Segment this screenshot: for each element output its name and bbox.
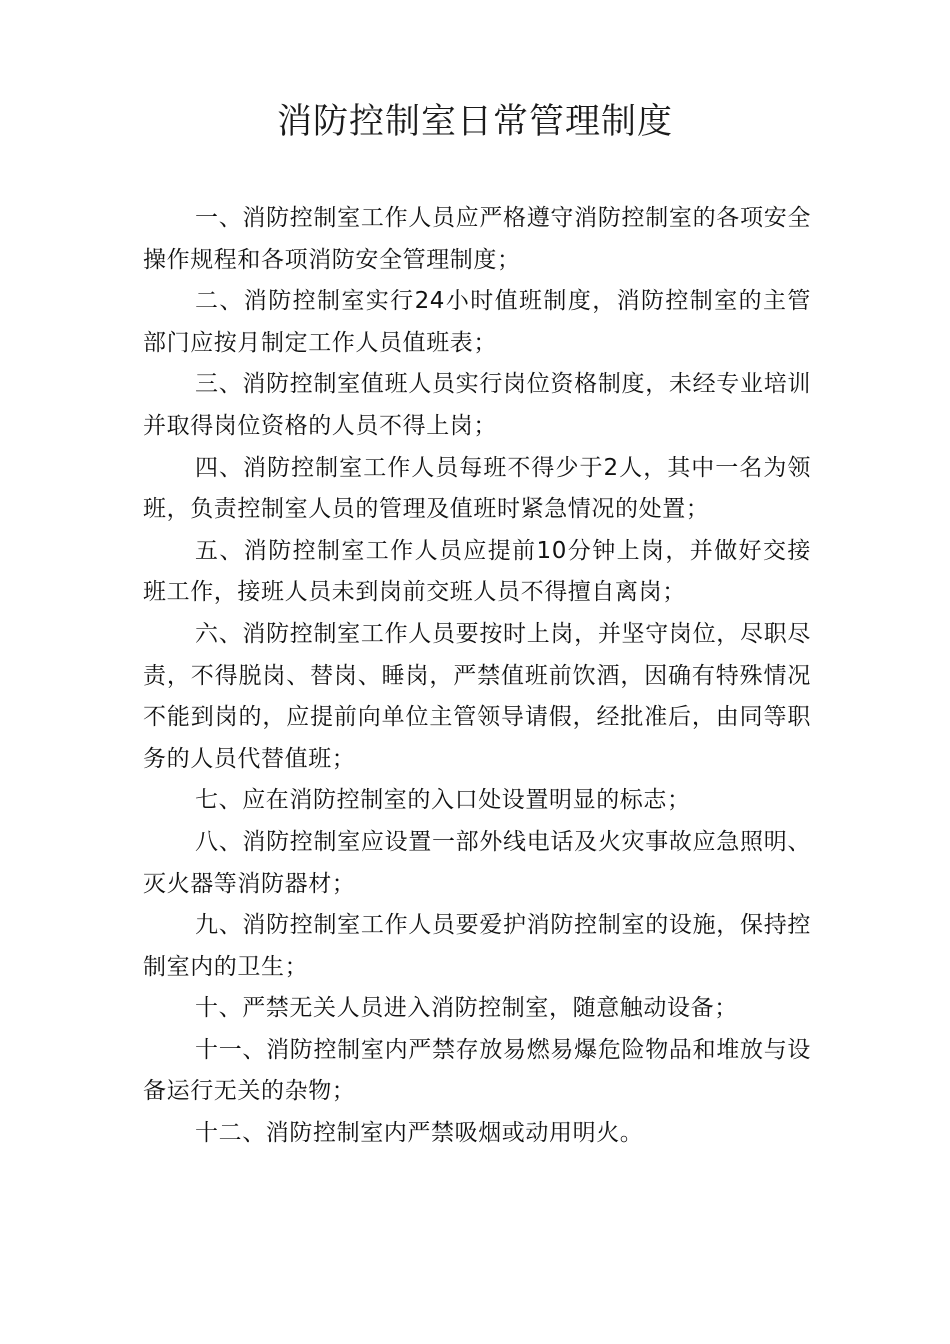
rule-item-7: 七、应在消防控制室的入口处设置明显的标志； xyxy=(195,787,691,814)
rule-item-10: 十、严禁无关人员进入消防控制室，随意触动设备； xyxy=(195,995,738,1022)
rule-item-5: 五、消防控制室工作人员应提前10分钟上岗，并做好交接班工作，接班人员未到岗前交班人员不得擅自离岗； xyxy=(143,537,811,606)
rule-item-1: 一、消防控制室工作人员应严格遵守消防控制室的各项安全操作规程和各项消防安全管理制度； xyxy=(143,205,811,273)
rule-item-12: 十二、消防控制室内严禁吸烟或动用明火。 xyxy=(195,1120,644,1147)
rule-item-2: 二、消防控制室实行24小时值班制度，消防控制室的主管部门应按月制定工作人员值班表； xyxy=(143,288,811,356)
rule-item-6: 六、消防控制室工作人员要按时上岗，并坚守岗位，尽职尽责，不得脱岗、替岗、睡岗，严禁值班前饮酒，因确有特殊情况不能到岗的，应提前向单位主管领导请假，经批准后，由同等职务的人员代替值班； xyxy=(143,620,811,772)
rule-item-3: 三、消防控制室值班人员实行岗位资格制度，未经专业培训并取得岗位资格的人员不得上岗； xyxy=(143,371,811,439)
rule-item-8: 八、消防控制室应设置一部外线电话及火灾事故应急照明、灭火器等消防器材； xyxy=(143,828,811,897)
rule-item-4: 四、消防控制室工作人员每班不得少于2人，其中一名为领班，负责控制室人员的管理及值班时紧急情况的处置； xyxy=(143,454,811,523)
rule-item-9: 九、消防控制室工作人员要爱护消防控制室的设施，保持控制室内的卫生； xyxy=(143,912,811,980)
rule-item-11: 十一、消防控制室内严禁存放易燃易爆危险物品和堆放与设备运行无关的杂物； xyxy=(143,1036,811,1105)
document-title: 消防控制室日常管理制度 xyxy=(276,102,673,142)
rules-list xyxy=(143,198,811,1155)
